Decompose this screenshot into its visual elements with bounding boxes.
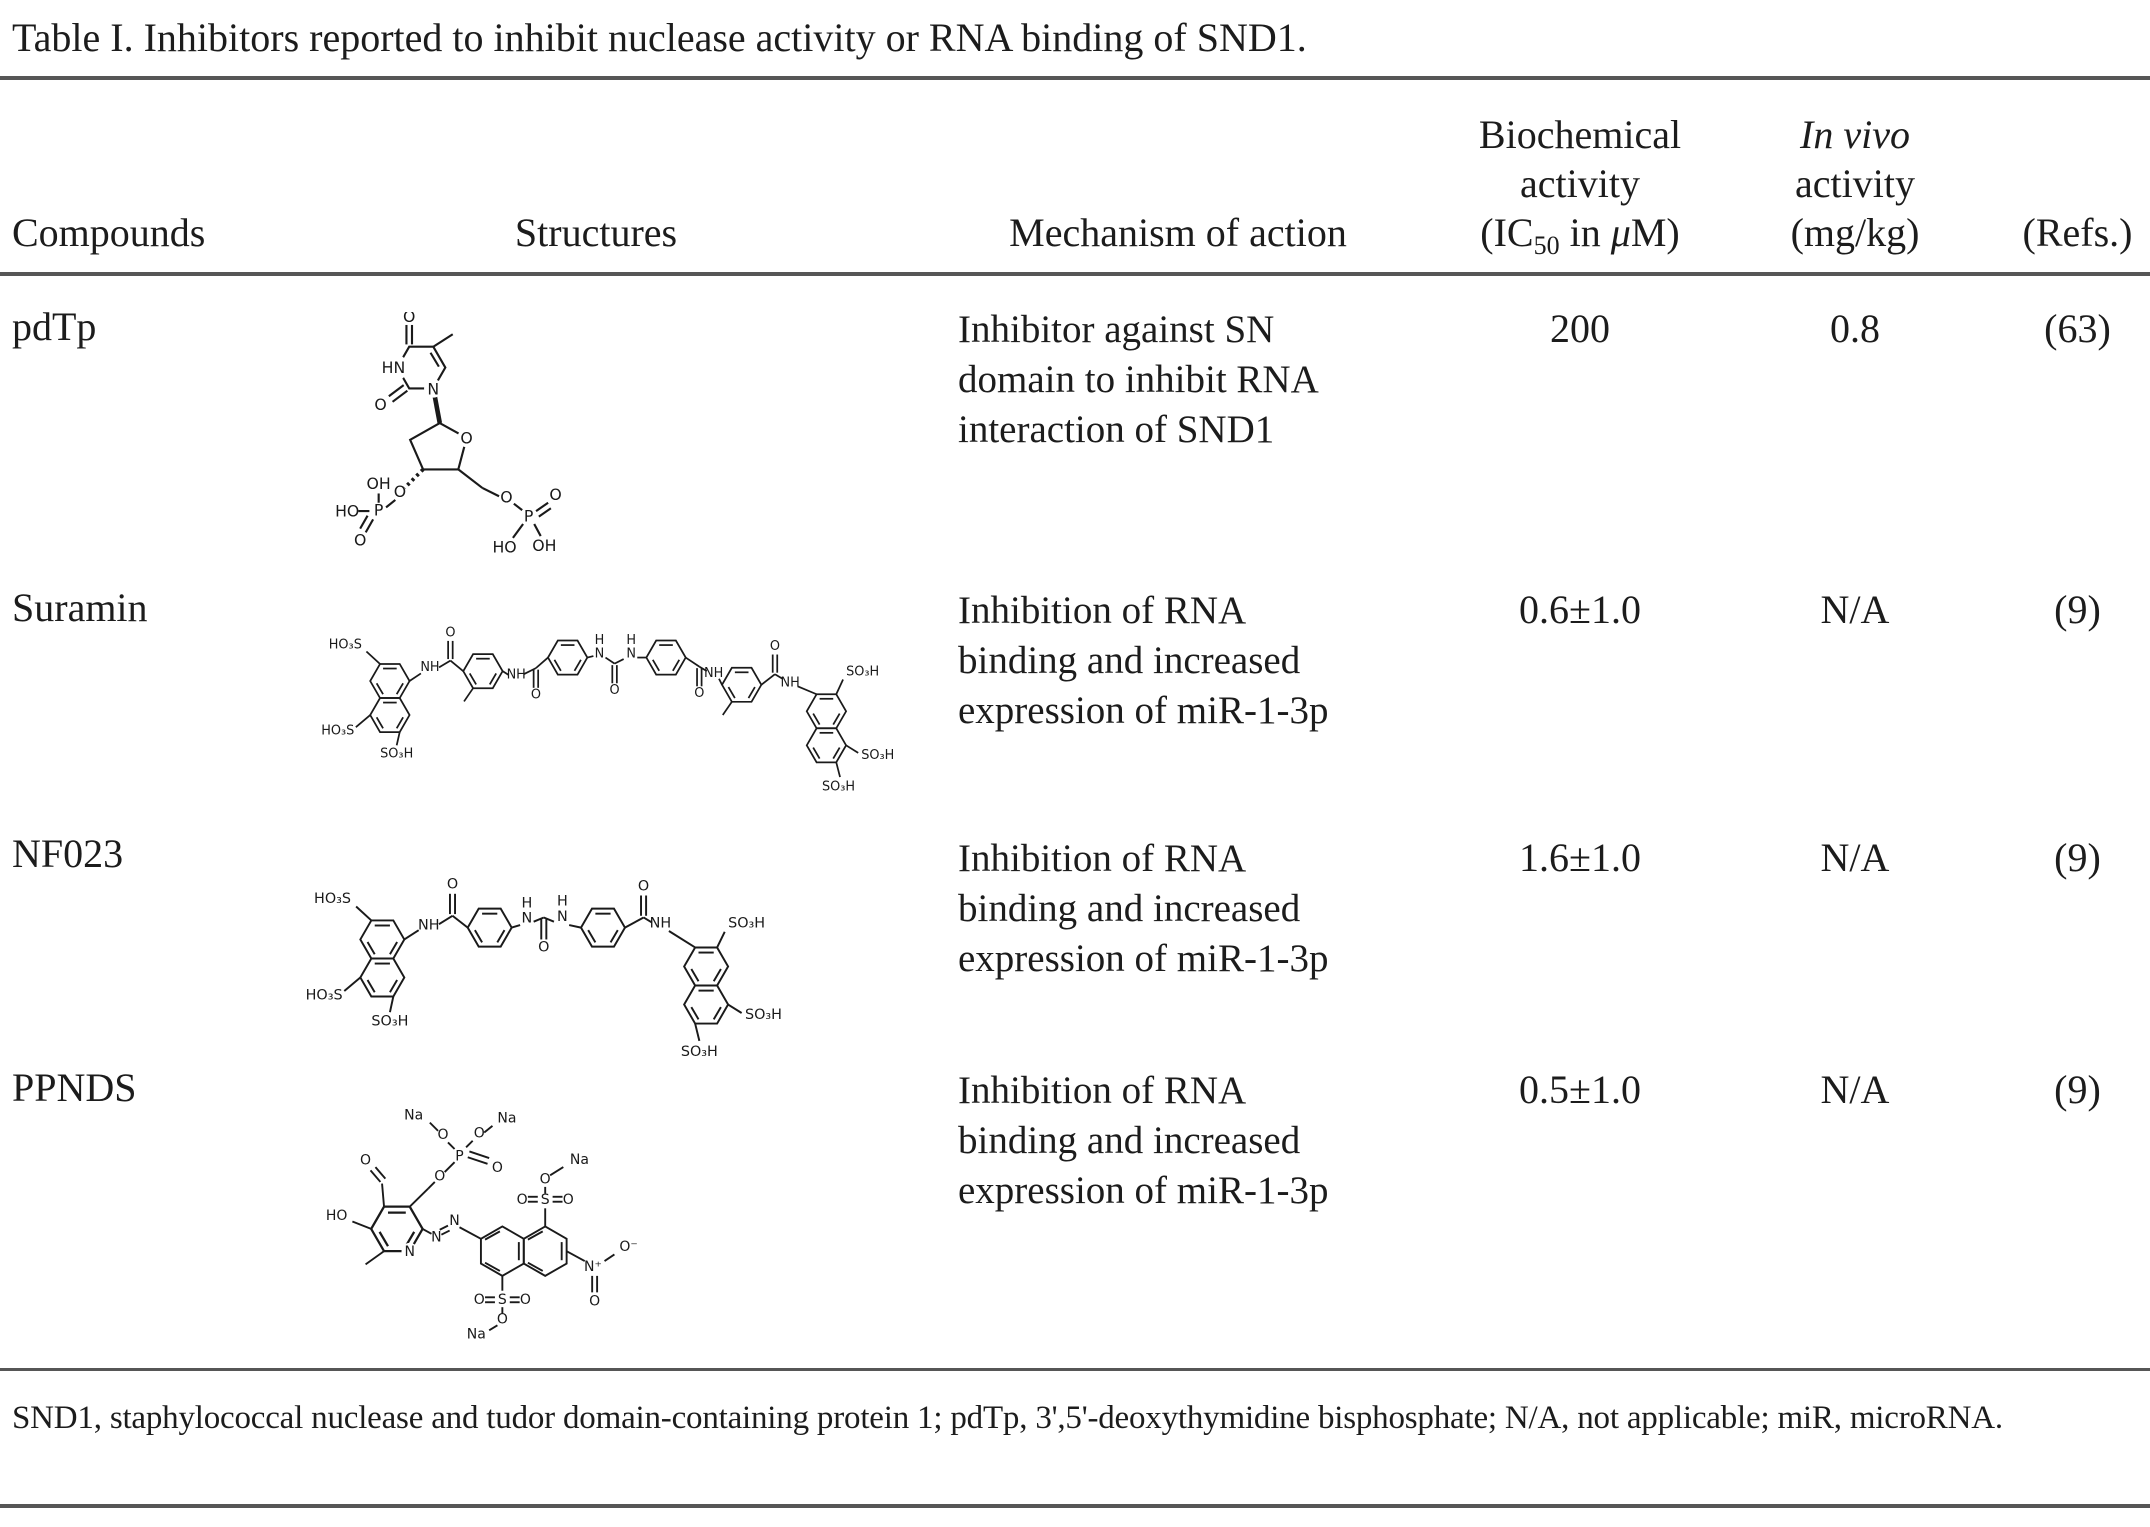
svg-text:O: O — [609, 682, 620, 698]
biochemical-value-nf023: 1.6±1.0 — [1519, 835, 1641, 880]
svg-text:O: O — [360, 1152, 372, 1169]
svg-text:H: H — [594, 632, 605, 648]
svg-text:O: O — [589, 1293, 601, 1310]
compound-name-nf023: NF023 — [12, 831, 124, 876]
svg-text:SO₃H: SO₃H — [861, 747, 893, 763]
col-header-compounds: Compounds — [12, 210, 206, 255]
svg-text:O: O — [538, 939, 550, 956]
invivo-value-nf023: N/A — [1820, 835, 1890, 880]
svg-text:Na: Na — [404, 1107, 424, 1124]
svg-text:N: N — [626, 646, 637, 662]
svg-text:OH: OH — [366, 473, 391, 493]
svg-text:P: P — [455, 1148, 464, 1165]
biochemical-value-pdtp: 200 — [1550, 306, 1610, 351]
footnote-rule — [0, 1504, 2150, 1508]
mechanism-nf023: Inhibition of RNA binding and increased expression of miR-1-3p — [958, 837, 1329, 980]
svg-text:HO: HO — [492, 537, 517, 557]
svg-text:O: O — [637, 878, 650, 895]
svg-text:O: O — [562, 1192, 574, 1209]
svg-text:H: H — [521, 895, 533, 912]
biochemical-header-line2: activity — [1520, 161, 1640, 206]
svg-text:SO₃H: SO₃H — [728, 915, 766, 932]
refs-value-suramin: (9) — [2054, 587, 2101, 632]
svg-text:N⁺: N⁺ — [584, 1258, 602, 1275]
mechanism-ppnds: Inhibition of RNA binding and increased expression of miR-1-3p — [958, 1069, 1329, 1212]
biochemical-header-line3: ($IC_{50}$ in μM) — [1480, 210, 1680, 260]
refs-value-ppnds: (9) — [2054, 1067, 2101, 1112]
mechanism-suramin: Inhibition of RNA binding and increased expression of miR-1-3p — [958, 589, 1329, 732]
table-bottom-rule — [0, 1368, 2150, 1371]
svg-text:O: O — [769, 638, 781, 654]
invivo-header-line1: In vivo — [1800, 112, 1910, 157]
svg-text:HO₃S: HO₃S — [328, 637, 362, 653]
top-rule — [0, 76, 2150, 80]
invivo-value-suramin: N/A — [1820, 587, 1890, 632]
svg-text:SO₃H: SO₃H — [745, 1006, 782, 1023]
svg-text:O: O — [374, 395, 387, 415]
svg-text:OH: OH — [532, 535, 557, 555]
svg-text:O: O — [519, 1291, 531, 1308]
biochemical-value-suramin: 0.6±1.0 — [1519, 587, 1641, 632]
svg-text:O: O — [460, 428, 473, 448]
svg-text:Na: Na — [569, 1151, 589, 1168]
refs-value-nf023: (9) — [2054, 835, 2101, 880]
svg-text:HO₃S: HO₃S — [321, 723, 355, 739]
mechanism-pdtp: Inhibitor against SN domain to inhibit RNA interaction of SND1 — [958, 308, 1319, 451]
table-footnote: SND1, staphylococcal nuclease and tudor domain-containing protein 1; pdTp, 3',5'-deoxythymidine bisphosphate; N/A, not applicable; miR, microRNA. — [12, 1400, 2003, 1436]
invivo-header-line3: (mg/kg) — [1790, 210, 1920, 255]
svg-text:NH: NH — [649, 915, 672, 932]
pdtp-structure-image — [312, 312, 562, 587]
svg-text:O: O — [491, 1160, 503, 1177]
compound-name-pdtp: pdTp — [12, 304, 97, 349]
svg-text:N: N — [594, 646, 605, 662]
refs-value-pdtp: (63) — [2044, 306, 2111, 351]
svg-text:O: O — [434, 1168, 446, 1185]
svg-text:O: O — [496, 1311, 508, 1328]
svg-text:N: N — [404, 1244, 415, 1261]
header-rule — [0, 272, 2150, 276]
svg-text:HO₃S: HO₃S — [314, 891, 352, 908]
svg-text:O: O — [516, 1192, 528, 1209]
svg-text:P: P — [523, 506, 534, 526]
svg-text:O: O — [473, 1291, 485, 1308]
svg-text:SO₃H: SO₃H — [680, 1044, 718, 1061]
svg-text:N: N — [431, 1229, 442, 1246]
invivo-header-line2: activity — [1795, 161, 1915, 206]
svg-text:O: O — [694, 685, 705, 701]
col-header-refs: (Refs.) — [2022, 210, 2133, 255]
col-header-mechanism: Mechanism of action — [1009, 210, 1347, 255]
svg-text:O⁻: O⁻ — [619, 1239, 638, 1256]
svg-text:S: S — [497, 1291, 507, 1308]
invivo-value-pdtp: 0.8 — [1830, 306, 1880, 351]
svg-text:Na: Na — [497, 1110, 517, 1127]
compound-name-suramin: Suramin — [12, 585, 148, 630]
svg-text:HO: HO — [325, 1207, 348, 1224]
svg-text:S: S — [540, 1192, 550, 1209]
svg-text:HN: HN — [381, 358, 406, 378]
svg-text:NH: NH — [420, 660, 440, 676]
svg-text:H: H — [556, 893, 568, 910]
svg-text:O: O — [549, 484, 562, 504]
svg-text:N: N — [521, 910, 533, 927]
svg-text:N: N — [427, 379, 440, 399]
svg-text:O: O — [539, 1171, 551, 1188]
svg-text:Na: Na — [466, 1326, 486, 1343]
svg-text:HO: HO — [335, 501, 360, 521]
ppnds-structure-image — [298, 1060, 710, 1349]
svg-text:NH: NH — [418, 917, 440, 934]
svg-text:O: O — [353, 530, 367, 550]
nf023-structure-image — [302, 838, 860, 1088]
svg-text:N: N — [557, 908, 568, 925]
svg-text:SO₃H: SO₃H — [371, 1013, 409, 1030]
compound-name-ppnds: PPNDS — [12, 1065, 137, 1110]
svg-text:SO₃H: SO₃H — [846, 664, 880, 680]
svg-text:NH: NH — [506, 667, 526, 683]
col-header-biochemical — [1440, 110, 1720, 270]
svg-text:O: O — [393, 482, 407, 502]
svg-text:N: N — [449, 1212, 460, 1229]
svg-text:O: O — [530, 687, 541, 703]
svg-text:O: O — [500, 487, 513, 507]
svg-text:O: O — [437, 1127, 449, 1144]
biochemical-header-line1: Biochemical — [1478, 112, 1682, 157]
svg-text:H: H — [626, 632, 637, 648]
svg-text:NH: NH — [704, 666, 724, 682]
svg-text:O: O — [403, 312, 416, 327]
svg-text:NH: NH — [780, 675, 800, 691]
col-header-invivo — [1732, 110, 1978, 257]
svg-text:O: O — [473, 1125, 485, 1142]
suramin-structure-image — [318, 594, 893, 818]
svg-text:HO₃S: HO₃S — [305, 987, 343, 1004]
svg-text:P: P — [373, 500, 384, 520]
table-title: Table I. Inhibitors reported to inhibit nuclease activity or RNA binding of SND1. — [12, 15, 1307, 60]
svg-text:SO₃H: SO₃H — [380, 746, 414, 762]
biochemical-value-ppnds: 0.5±1.0 — [1519, 1067, 1641, 1112]
invivo-value-ppnds: N/A — [1820, 1067, 1890, 1112]
svg-text:O: O — [445, 625, 456, 641]
svg-text:SO₃H: SO₃H — [821, 779, 856, 795]
col-header-structures: Structures — [514, 210, 678, 255]
svg-text:O: O — [446, 876, 459, 893]
